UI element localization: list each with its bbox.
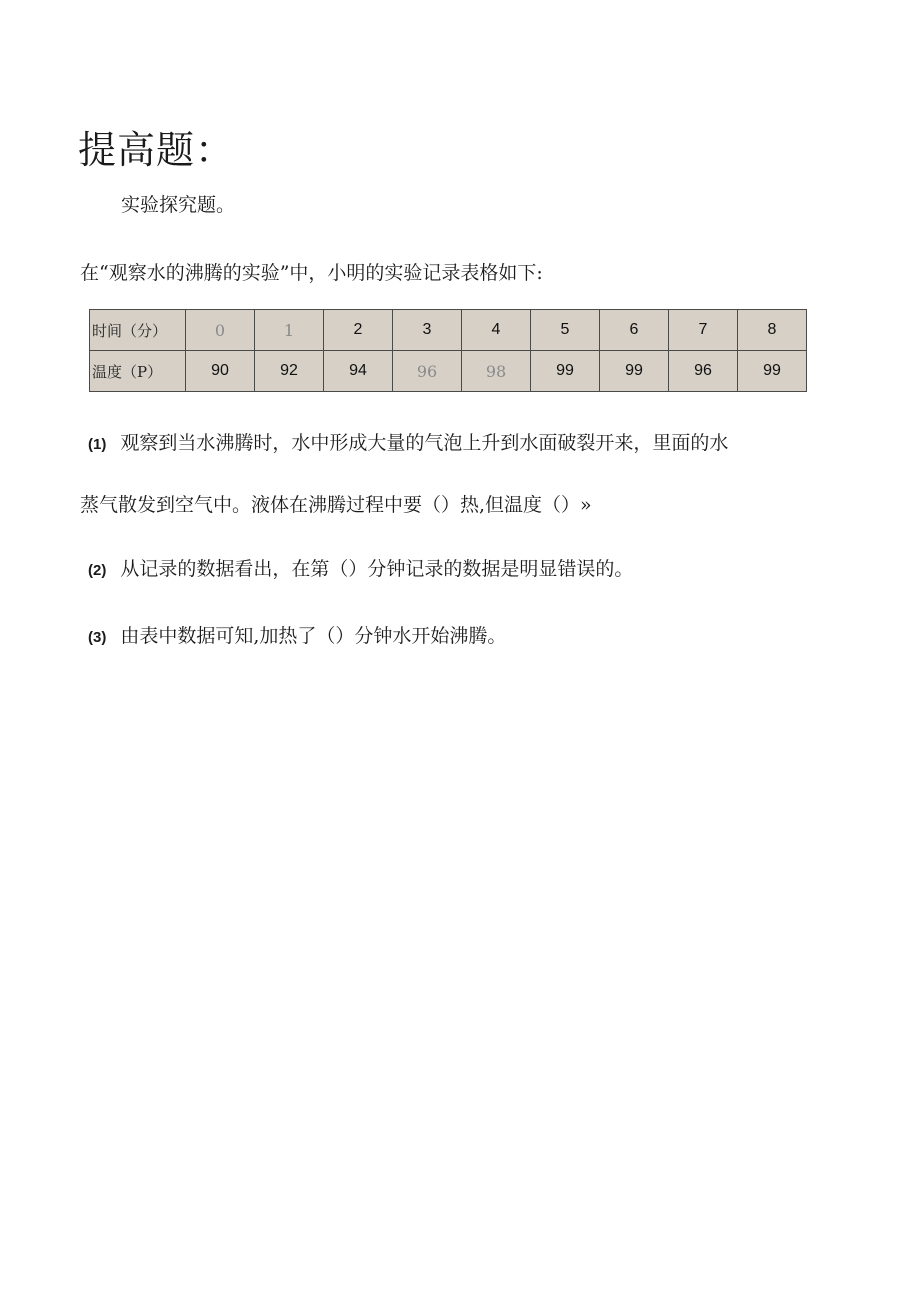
table-cell: 8 xyxy=(738,310,807,351)
table-cell: 5 xyxy=(531,310,600,351)
table-cell: 99 xyxy=(600,351,669,392)
question-3 xyxy=(88,621,506,653)
table-cell: 4 xyxy=(462,310,531,351)
question-2 xyxy=(88,554,633,586)
section-subtitle: 实验探究题。 xyxy=(121,194,236,216)
row-label-time: 时间（分） xyxy=(90,310,186,351)
table-cell: 92 xyxy=(255,351,324,392)
table-cell: 96 xyxy=(669,351,738,392)
table-cell: 94 xyxy=(324,351,393,392)
question-1 xyxy=(88,428,728,460)
question-number: (2) xyxy=(88,562,107,579)
table-row-temperature xyxy=(90,351,807,392)
table-cell: 3 xyxy=(393,310,462,351)
table-cell: 0 xyxy=(186,310,255,351)
table-cell: 2 xyxy=(324,310,393,351)
table-cell: 99 xyxy=(738,351,807,392)
question-text: 从记录的数据看出，在第（）分钟记录的数据是明显错误的。 xyxy=(120,558,634,580)
table-cell: 6 xyxy=(600,310,669,351)
row-label-temperature: 温度（P） xyxy=(90,351,186,392)
question-text: 观察到当水沸腾时，水中形成大量的气泡上升到水面破裂开来，里面的水 xyxy=(120,432,729,454)
table-cell: 1 xyxy=(255,310,324,351)
table-cell: 99 xyxy=(531,351,600,392)
table-row-time xyxy=(90,310,807,351)
table-cell: 90 xyxy=(186,351,255,392)
table-cell: 96 xyxy=(393,351,462,392)
table-cell: 98 xyxy=(462,351,531,392)
question-number: (3) xyxy=(88,629,107,646)
question-text: 由表中数据可知,加热了（）分钟水开始沸腾。 xyxy=(120,625,507,647)
experiment-record-table xyxy=(89,309,807,392)
table-cell: 7 xyxy=(669,310,738,351)
page-title: 提高题： xyxy=(78,128,235,172)
question-1-continued: 蒸气散发到空气中。液体在沸腾过程中要（）热,但温度（）» xyxy=(80,494,592,516)
intro-paragraph: 在“观察水的沸腾的实验”中，小明的实验记录表格如下: xyxy=(80,262,543,284)
question-number: (1) xyxy=(88,436,107,453)
